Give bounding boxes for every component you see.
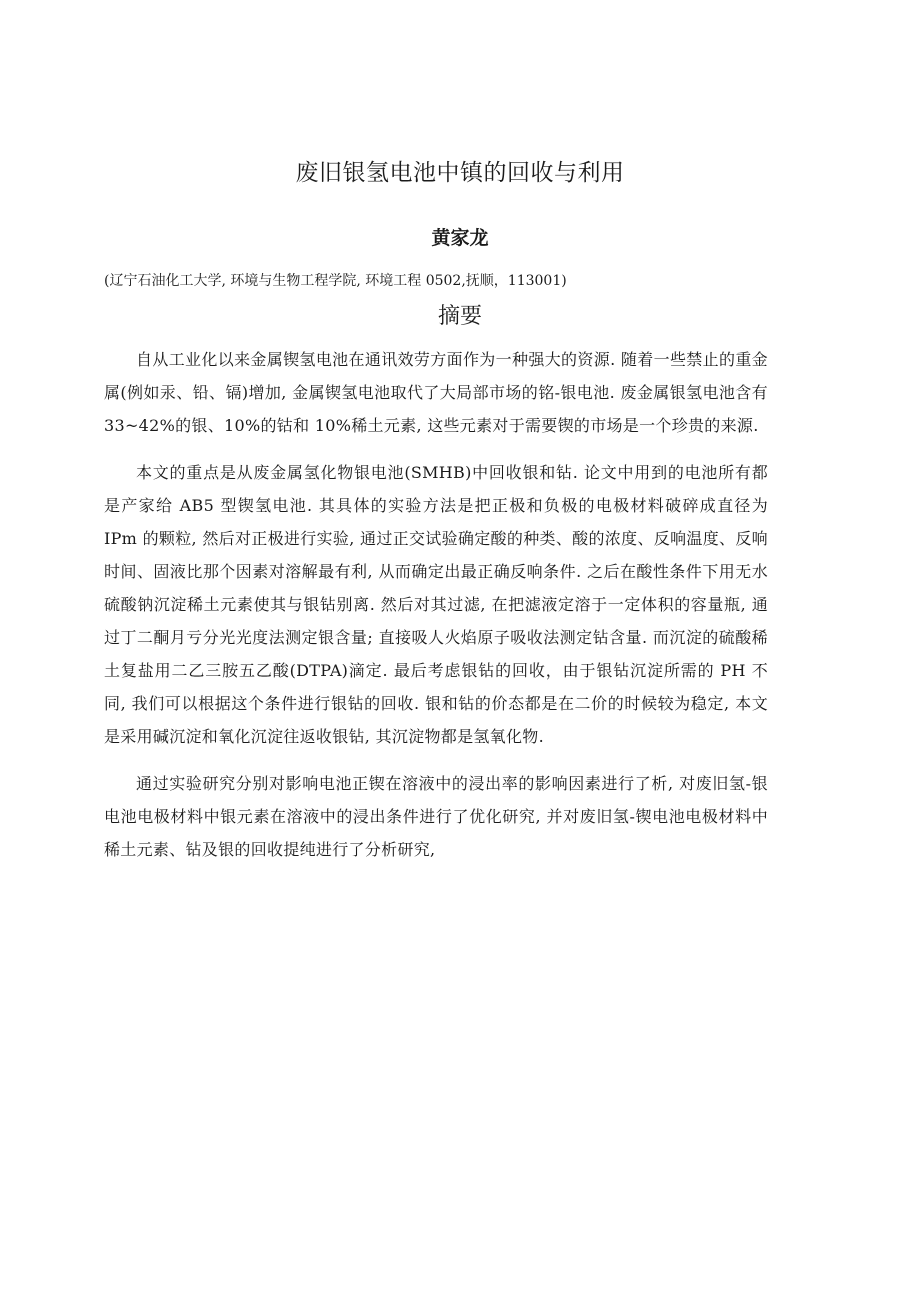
abstract-paragraph-3: 通过实验研究分别对影响电池正锲在溶液中的浸出率的影响因素进行了析, 对废旧氢-银电池电极材料中银元素在溶液中的浸出条件进行了优化研究, 并对废旧氢-锲电池电极材料中稀土元素、钻及银的回收提纯进行了分析研究,	[104, 774, 768, 859]
author-affiliation: (辽宁石油化工大学, 环境与生物工程学院, 环境工程 0502,抚顺，113001)	[104, 273, 567, 289]
document-title: 废旧银氢电池中镇的回收与利用	[295, 160, 625, 186]
abstract-paragraph-1: 自从工业化以来金属锲氢电池在通讯效劳方面作为一种强大的资源. 随着一些禁止的重金属(例如汞、铅、镉)增加, 金属锲氢电池取代了大局部市场的铭-银电池. 废金属银氢电池含有 33~42%的银、10%的钴和 10%稀土元素, 这些元素对于需要锲的市场是一个珍贵的来源.	[104, 350, 768, 435]
abstract-paragraph-2: 本文的重点是从废金属氢化物银电池(SMHB)中回收银和钻. 论文中用到的电池所有都是产家给 AB5 型锲氢电池. 其具体的实验方法是把正极和负极的电极材料破碎成直径为 IPm 的颗粒, 然后对正极进行实验, 通过正交试验确定酸的种类、酸的浓度、反响温度、反响时间、固液比那个因素对溶解最有利, 从而确定出最正确反响条件. 之后在酸性条件下用无水硫酸钠沉淀稀土元素使其与银钻别离. 然后对其过滤, 在把滤液定溶于一定体积的容量瓶, 通过丁二酮月亏分光光度法测定银含量; 直接吸人火焰原子吸收法测定钻含量. 而沉淀的硫酸稀土复盐用二乙三胺五乙酸(DTPA)滴定. 最后考虑银钻的回收，由于银钻沉淀所需的 PH 不同, 我们可以根据这个条件进行银钻的回收. 银和钻的价态都是在二价的时候较为稳定, 本文是采用碱沉淀和氧化沉淀往返收银钻, 其沉淀物都是氢氧化物.	[104, 463, 768, 746]
abstract-heading: 摘要	[437, 304, 482, 329]
author-name: 黄家龙	[431, 227, 489, 249]
abstract-body	[104, 343, 768, 880]
